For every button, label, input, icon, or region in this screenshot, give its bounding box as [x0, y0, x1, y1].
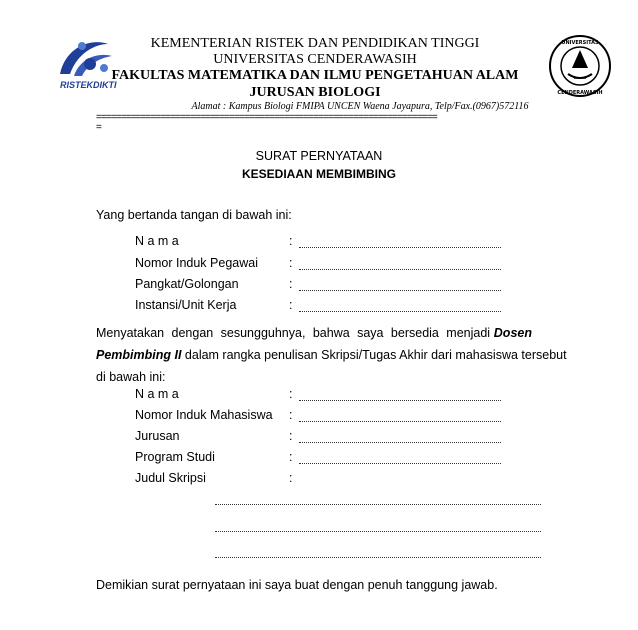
thesis-title-line-2[interactable]	[215, 531, 541, 532]
document-subtitle: KESEDIAAN MEMBIMBING	[241, 167, 396, 181]
student-thesis-title-label: Judul Skripsi	[135, 471, 206, 485]
student-name-colon: :	[289, 387, 293, 401]
statement-line-2	[96, 345, 567, 365]
header-address: Alamat : Kampus Biologi FMIPA UNCEN Waena Jayapura, Telp/Fax.(0967)572116	[191, 101, 529, 112]
signer-nip-field[interactable]	[299, 269, 501, 270]
intro-text: Yang bertanda tangan di bawah ini:	[96, 208, 292, 222]
closing-text: Demikian surat pernyataan ini saya buat dengan penuh tanggung jawab.	[96, 578, 498, 592]
header-faculty: FAKULTAS MATEMATIKA DAN ILMU PENGETAHUAN ALAM	[111, 68, 519, 83]
header-separator: =====================================================================	[96, 112, 437, 123]
header-university: UNIVERSITAS CENDERAWASIH	[213, 52, 417, 67]
document-title: SURAT PERNYATAAN	[255, 149, 383, 163]
student-program-colon: :	[289, 450, 293, 464]
statement-text-2: dalam rangka penulisan Skripsi/Tugas Akhir dari mahasiswa tersebut	[181, 348, 567, 362]
student-program-label: Program Studi	[135, 450, 215, 464]
signer-nip-colon: :	[289, 256, 293, 270]
statement-line-1	[96, 323, 532, 343]
student-nim-field[interactable]	[299, 421, 501, 422]
signer-institution-colon: :	[289, 298, 293, 312]
signer-nip-label: Nomor Induk Pegawai	[135, 256, 258, 270]
student-nim-colon: :	[289, 408, 293, 422]
student-department-label: Jurusan	[135, 429, 180, 443]
ristekdikti-logo-text: RISTEKDIKTI	[60, 80, 117, 90]
signer-name-field[interactable]	[299, 247, 501, 248]
statement-line-3: di bawah ini:	[96, 370, 166, 384]
student-nim-label: Nomor Induk Mahasiswa	[135, 408, 273, 422]
student-name-field[interactable]	[299, 400, 501, 401]
svg-text:CENDERAWASIH: CENDERAWASIH	[557, 90, 603, 96]
signer-name-colon: :	[289, 234, 293, 248]
header-separator-tail: =	[96, 122, 102, 133]
student-thesis-title-colon: :	[289, 471, 293, 485]
signer-rank-label: Pangkat/Golongan	[135, 277, 239, 291]
header-department: JURUSAN BIOLOGI	[249, 85, 381, 100]
header-ministry: KEMENTERIAN RISTEK DAN PENDIDIKAN TINGGI	[150, 36, 480, 51]
student-department-field[interactable]	[299, 442, 501, 443]
thesis-title-line-1[interactable]	[215, 504, 541, 505]
signer-rank-field[interactable]	[299, 290, 501, 291]
statement-emphasis-pembimbing: Pembimbing II	[96, 348, 182, 362]
signer-name-label: N a m a	[135, 234, 179, 248]
thesis-title-line-3[interactable]	[215, 557, 541, 558]
statement-text-1: Menyatakan dengan sesungguhnya, bahwa saya bersedia menjadi	[96, 326, 491, 340]
student-name-label: N a m a	[135, 387, 179, 401]
student-program-field[interactable]	[299, 463, 501, 464]
uncen-seal-logo	[548, 34, 612, 98]
signer-institution-label: Instansi/Unit Kerja	[135, 298, 237, 312]
svg-text:UNIVERSITAS: UNIVERSITAS	[561, 40, 599, 46]
uncen-seal-icon	[548, 34, 612, 98]
student-department-colon: :	[289, 429, 293, 443]
signer-rank-colon: :	[289, 277, 293, 291]
statement-emphasis-dosen: Dosen	[493, 326, 532, 340]
signer-institution-field[interactable]	[299, 311, 501, 312]
statement-paragraph	[96, 323, 567, 387]
